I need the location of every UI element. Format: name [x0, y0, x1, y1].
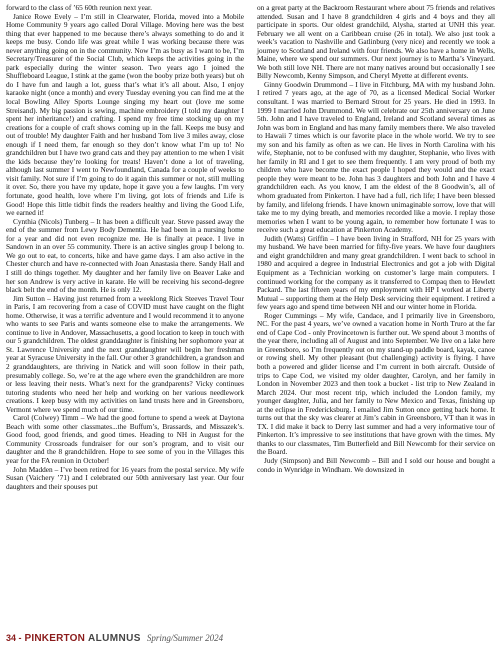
page-footer: [6, 633, 306, 645]
class-note-paragraph: forward to the class of ’65 60th reunion next year.: [6, 3, 152, 12]
class-note-paragraph: Janice Rowe Evely – I’m still in Clearwater, Florida, moved into a Mobile Home Community 9 years ago called Doral Village. Moving here was the best thing that ever happened to me because there’s always something to do and it keeps me busy. Condo life was great while I was working because there was never anything going on in the community. Now I’m as busy as I want to be, I’m Secretary/Treasurer of the Social Club, which keeps the activities going in the park especially during the winter season. Two years ago I joined the Shuffleboard League, I stink at the game (won the booby prize both years) but oh do I have fun and laugh a lot, guess that’s what it’s all about. Also, I enjoy karaoke night (once a month) and every Tuesday evening you can find me at the local Bowling Alley Sports Lounge singing my heart out (love me some Streisand). My big passion is sewing, machine embroidery (I told my daughter I spent her inheritance!) and crafting. I spend my free time stocking up on my creations for a couple of craft shows coming up in the fall. Keeps me busy and out of trouble! My daughter Faith and her husband Tom live 3 miles away, close enough if I need them, far enough so they don’t know what I’m up to! No grandchildren but I have two grand cats and they pay attention to me when I visit the kids because they’re looking for treats! Haven’t done a lot of traveling, although last summer I went to Newfoundland, Canada for a couple of weeks to visit family. Not sure if I’m going to do it again this summer or not, still mulling it over. So, there you have my update, hope it gave you a few laughs. I’m very fortunate, good health, love where I’m living, got lots of friends and Life is Good! Hope this little tidbit finds the readers healthy and living the Good Life, we earned it!: [6, 11, 244, 218]
class-note-paragraph: John Madden – I’ve been retired for 16 years from the postal service. My wife Susan (Vaichery ’71) and I celebrated our 50th anniversary last year. Our four daughters and their spouses put: [6, 464, 244, 491]
right-column: [257, 4, 495, 474]
class-note-paragraph: Ginny Goodwin Drummond – I live in Fitchburg, MA with my husband John. I retired 7 years ago, at the age of 70, as a licensed Medical Social Worker consultant. I was married to Bernard Strout for 25 years. He died in 1993. In 1999 I married John Drummond. We will celebrate our 25th anniversary on June 5th. John and I have traveled to England, Ireland and Scotland several times as John was born in England and has many family members there. We also traveled to Hawaii 7 times which is our favorite place in the whole world. We try to see my son and his family as often as we can. He lives in North Carolina with his wife, Stephanie, not to be confused with my daughter, Stephanie, who lives with her family in RI and I get to see them frequently. I am very proud of both my children who have become the exact people I hoped they would and the exact people they were meant to be. John has 3 daughters and both John and I have 4 grandchildren each. As you know, I am the eldest of the 8 Goodwin’s, all of whom graduated from Pinkerton. I have had a full, rich life; I have been blessed by family, and lifelong friends. I have known unimaginable sorrow, love that will take me to my dying breath, and memories recorded like a movie. I replay those memories when I want to be young again, to remember how fortunate I was to receive such a great education at Pinkerton Academy.: [257, 79, 495, 235]
class-note-paragraph: Roger Cummings – My wife, Candace, and I primarily live in Greensboro, NC. For the past 4 years, we’ve owned a vacation home in North Truro at the far end of Cape Cod - only Provincetown is further out. We spend about 3 months of the year there, including all of August and into September. We live on a lake here in Greensboro, so I’m frequently out on my stand-up paddle board, kayak, canoe or rowing shell. My other pleasant (but challenging) activity is flying. I have both a powered and glider license and I’m current in both aircraft. Outside of trips to Cape Cod, we visited my older daughter, Carolyn, and her family in London in November 2023 and then took a bucket - list trip to New Zealand in March 2024. Our most recent trip, which included the London family, my younger daughter, Julia, and her family to New Mexico and Texas, finishing up at the eclipse in Fredericksburg. I emailed Jim Sutton once getting back home. It turns out that the sky was clearer at Jim’s cabin in Greensboro, VT than it was in TX. I did make it back to Derry last summer and had a very informative tour of Pinkerton. It’s impressive to see institutions that have grown with the times. My thanks to our classmates, Tim Butterfield and Bill Newcomb for their service on the Board.: [257, 310, 495, 457]
class-note-paragraph: Judy (Simpson) and Bill Newcomb – Bill and I sold our house and bought a condo in Wynridge in Windham. We downsized in: [257, 455, 495, 474]
class-note-paragraph: Cynthia (Nicols) Tunberg – It has been a difficult year. Steve passed away the end of the summer from Lewy Body Dementia. He had been in a nursing home for a year and did not even recognize me. He is finally at peace. I live in Sandown in an over 55 community. There is an active singles group I belong to. We go out to eat, to concerts, hike and have game days. I am also active in the Chester church and have re-connected with Joan Anastasia there. Sandy Hall and I still do things together. My daughter and her family live on Beaver Lake and her son Andrew is very active in karate. He will be receiving his second-degree black belt the end of the month. He is only 12.: [6, 216, 244, 295]
class-note-paragraph: Judith (Watts) Griffin – I have been living in Strafford, NH for 25 years with my husband. We have been married for fifty-five years. We have four daughters and eight grandchildren and many great grandchildren. I went back to school in 1980 and acquired a degree in Industrial Electronics and got a job with Digital Equipment as a Technician working on customer’s large main computers. I continued working for the company as it transferred to Compaq then to Hewlett Packard. The last fifteen years of my employment with HP I worked at Liberty Mutual – supporting them at the Help Desk servicing their equipment. I retired a few years ago and spend time between NH and our winter home in Florida.: [257, 233, 495, 312]
left-column: [6, 4, 244, 491]
class-note-paragraph: Carol (Colwey) Timm – We had the good fortune to spend a week at Daytona Beach with some other classmates...the Buffum’s, Brassards, and Missazek’s. Good food, good friends, and good times. Heading to NH in August for the Community Crossroads fundraiser for our son’s program, and to visit our daughter and the 8 grandchildren. Hope to see some of you in the Villages this year for the FA reunion in October!: [6, 413, 244, 465]
magazine-brand: PINKERTON: [24, 633, 86, 644]
class-note-paragraph: on a great party at the Backroom Restaurant where about 75 friends and relatives attended. Susan and I have 8 grandchildren 4 girls and 4 boys and they all participate in sports. Our oldest grandchild, Alysha, started at UNH this year. February we all went on a Caribbean cruise (26 in total). We also just took a week’s vacation to Nashville and Gatlinburg (very nice) and recently we took a journey to Scotland and Ireland with four friends. We also have a home in Wells, Maine, where we spend our summers. Our next journey is to Martha’s Vineyard. We both still love NH. There are not many natives around but occasionally I see Billy Newcomb, Kenny Simpson, and Cheryl Myette at different events.: [257, 3, 495, 81]
class-note-paragraph: Jim Sutton – Having just returned from a weeklong Rick Steeves Travel Tour in Paris, I am recovering from a case of COVID must have caught on the flight home. Otherwise, it was a terrific adventure and I would recommend it to anyone who wants to see Paris and wants someone else to make the arrangements. We continue to live in Andover, Massachusetts, a good location to keep in touch with our 5 grandchildren. The oldest granddaughter is finishing her sophomore year at St. Lawrence University and the next granddaughter will begin her freshman year at Syracuse University in the fall. Our other 3 grandchildren, a grandson and 2 granddaughters, are thriving in Natick and will soon follow in their path, presumably college. So, we’re at the age where even the grandchildren are more or less leaving their nests. What’s next for the grandparents? Vicky continues tutoring students who need her help and working on her various needlework creations. I keep busy with my activities on land trusts here and in Greensboro, Vermont where we spend much of our time.: [6, 293, 244, 414]
issue-label: Spring/Summer 2024: [146, 633, 224, 643]
page-number: 34 -: [6, 633, 22, 643]
magazine-subtitle: ALUMNUS: [88, 633, 141, 644]
